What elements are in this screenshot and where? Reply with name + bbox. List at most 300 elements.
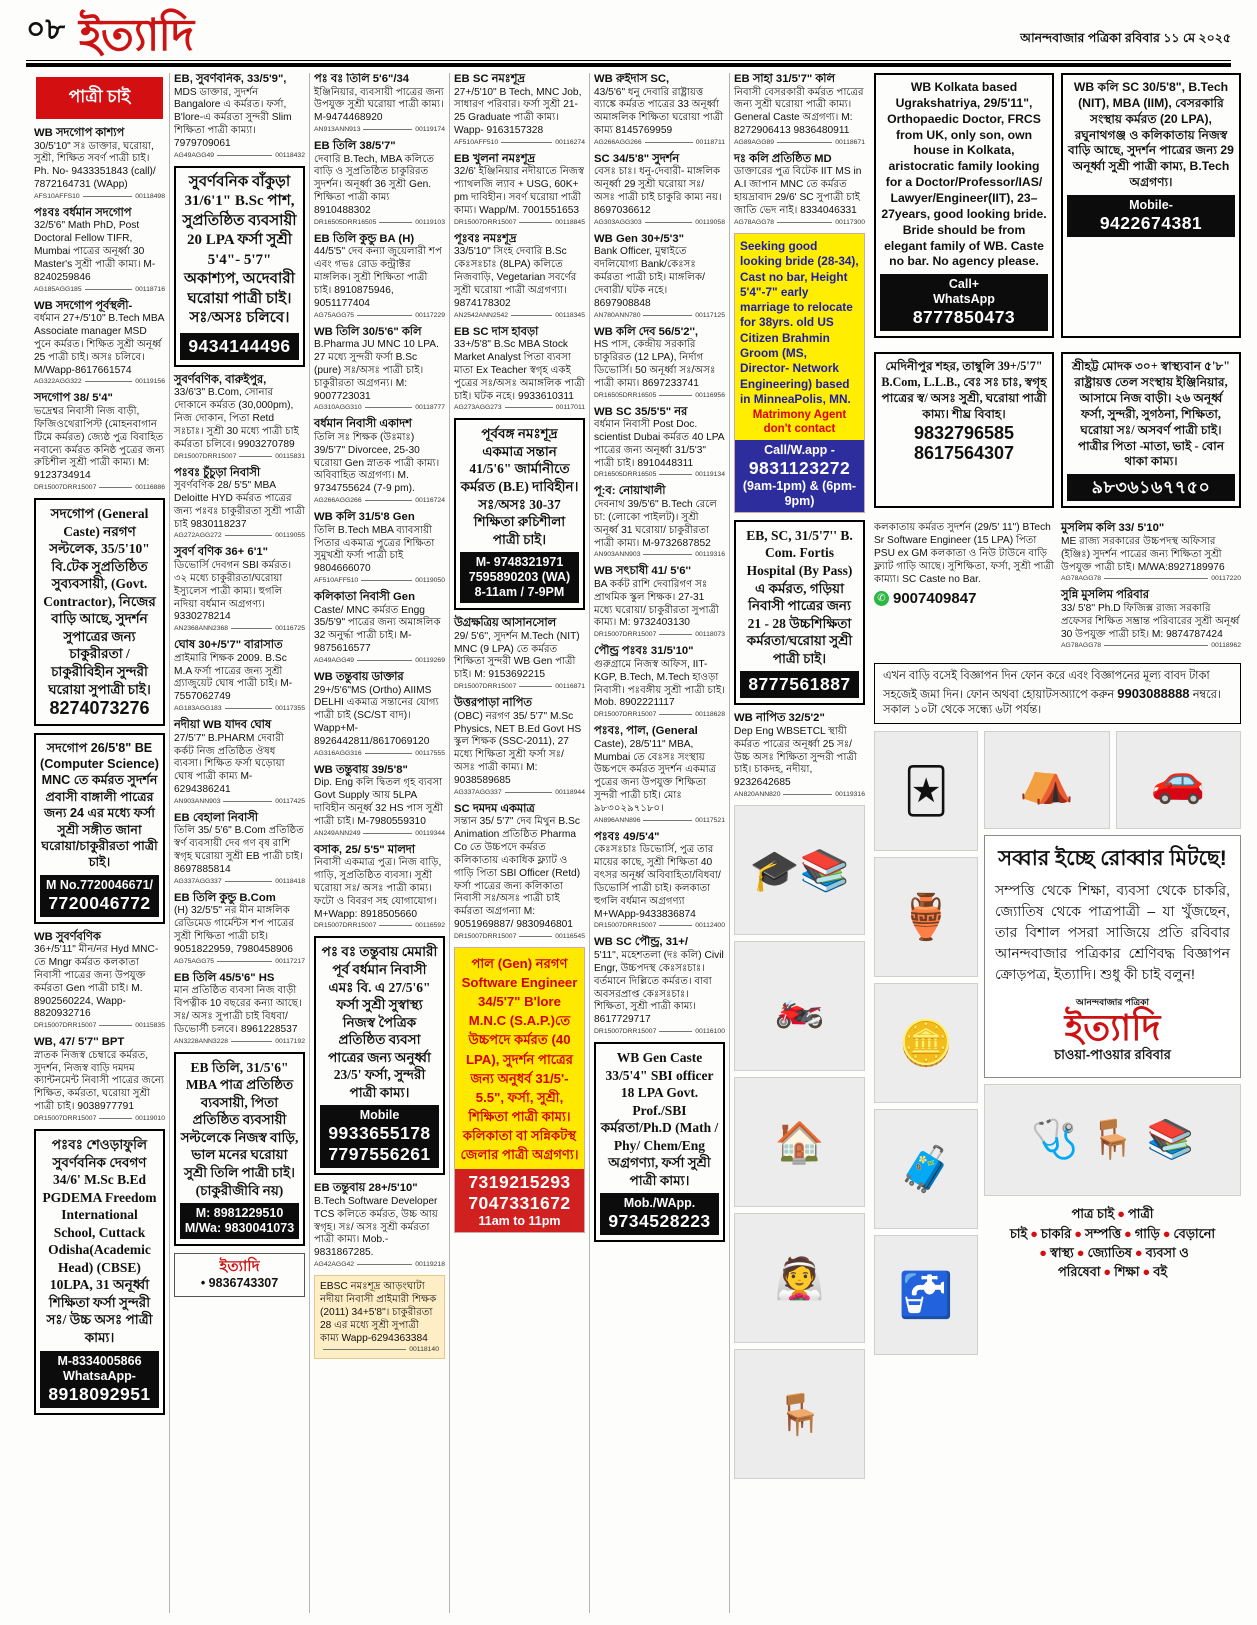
column-4 xyxy=(450,73,590,1613)
phone-band-line: 8-11am / 7-9PM xyxy=(474,585,565,600)
ad-body: মেদিনীপুর শহর, তাম্বুলি 39+/5'7" B.Com, L.L.B., বেঃ সঃ চাঃ, স্বগৃহ পাত্রের স্ব/ অসঃ সুশ্রী, ঘরোয়া পাত্রী কাম্য। শীঘ্র বিবাহ। xyxy=(881,359,1047,421)
ad-body: 27+/5'10" B Tech, MNC Job, সাধারণ পরিবার। ফর্সা সুশ্রী 21-25 Graduate পাত্রী কাম্য। Wapp- 9163157328 xyxy=(454,86,582,137)
ad-body: ME রাজ্য সরকারের উচ্চপদস্থ অফিসার (ইঞ্জিঃ) সুদর্শন পাত্রের জন্য শিক্ষিতা সুশ্রী উপযুক্ত পাত্রী চাই। M/WA:8927189976 xyxy=(1061,535,1225,573)
ad-title: WB তিলি 30/5'6" কলি xyxy=(314,325,422,338)
ad-title: EB সাহা 31/5'7" কলি xyxy=(734,73,835,85)
ad-serial: 00118628 xyxy=(695,711,725,719)
classified-ad xyxy=(594,936,725,1035)
classified-ad xyxy=(594,233,725,319)
ad-title: EB, সুবর্ণবনিক, 33/5'9", xyxy=(174,73,287,85)
ad-muslim-koli xyxy=(1061,522,1241,582)
ad-serial: 00116274 xyxy=(555,138,585,146)
classified-ad xyxy=(34,931,165,1030)
separator-rule xyxy=(357,660,412,661)
ad-body: B.Tech Software Developer TCS কলিতে কর্মরত, উচ্চ আয় স্বগৃহ। সঃ/ অসঃ সুশ্রী কর্মরতা পাত্রী কাম্য। Mob.- 9831867285. xyxy=(314,1195,438,1259)
ad-sunni-muslim xyxy=(1061,589,1241,649)
ad-body: দেবনাথ 39/5'6" B.Tech রেলে চা: (লোকো পাইলট)। সুশ্রী অনূর্ধ্ব 31 ঘরোয়া/ চাকুরীরতা পাত্রী কাম্য। M-9732687852 xyxy=(594,499,717,549)
house-image: 🏠 xyxy=(734,1077,865,1207)
ad-title: সুবর্ণবণিক, বারুইপুর, xyxy=(174,373,267,386)
separator-rule xyxy=(85,381,133,382)
phone-band xyxy=(740,671,859,698)
separator-rule xyxy=(231,628,272,629)
ad-serial: 00117220 xyxy=(1211,575,1241,583)
ad-reference-line xyxy=(174,532,305,539)
ad-code: DR15007DRR15007 xyxy=(174,452,237,460)
classified-ad xyxy=(314,844,445,930)
ad-body: তিলি B.Tech MBA ব্যাবসায়ী পিতার একমাত্র পুত্রের শিক্ষিতা সুমুখশ্রী ফর্সা পাত্রী চাই 9804666070 xyxy=(314,524,435,575)
separator-rule xyxy=(1104,645,1208,646)
education-gift-image: 🎓📚 xyxy=(734,805,865,935)
separator-rule xyxy=(99,487,132,488)
section-header-patri-chai: পাত্রী চাই xyxy=(36,77,163,119)
phone-band-line: (9am-1pm) & (6pm-9pm) xyxy=(742,478,857,508)
ad-reference-line xyxy=(174,1038,305,1045)
ad-serial: 00118345 xyxy=(555,311,585,319)
separator-rule xyxy=(83,196,133,197)
ad-reference-line xyxy=(734,139,865,146)
category-tag: ব্যবসা ও পরিষেবা xyxy=(1058,1244,1189,1280)
bullet-separator: ● xyxy=(1117,1206,1125,1222)
stethoscope-books-image: 🩺 🪑 📚 xyxy=(984,1084,1241,1196)
chair-image: 🪑 xyxy=(734,1349,865,1479)
phone-band xyxy=(880,274,1048,331)
separator-rule xyxy=(777,222,832,223)
phone-band xyxy=(460,552,579,603)
ad-body: (H) 32/5'5" নর মীন মাঙ্গলিক রেডিমেড গার্মেন্টস শপ পাত্রের সুশ্রী শিক্ষিতা পাত্রী চাই। 9051822959, 7980458906 xyxy=(174,905,295,955)
separator-rule xyxy=(217,961,272,962)
ad-body: HS পাস, কেন্দ্রীয় সরকারি চাকুরিরত (12 LPA), নির্দাগ ডিভোর্সি। 50 অনূর্ধ্বা সঃ/অসঃ পাত্রী কাম্য। 8697233741 xyxy=(594,339,716,389)
separator-rule xyxy=(363,129,412,130)
classified-ad xyxy=(454,617,585,690)
ad-reference-line xyxy=(314,750,445,757)
phone-band-line: 8777850473 xyxy=(912,307,1016,328)
ad-reference-line xyxy=(314,219,445,226)
classified-ad xyxy=(314,1182,445,1268)
separator-rule xyxy=(99,1025,132,1026)
notice-text-4: সকাল ১০টা থেকে সন্ধ্যে ৬টা পর্যন্ত। xyxy=(883,703,1042,716)
ad-body: ডাক্তারের পুত্র বিটেক IIT MS in A.I জাপান MNC তে কর্মরত হায়দ্রাবাদ 29/6' SC সুপাত্রী চাই জাতি ভেদ নাই। 8334046331 xyxy=(734,166,862,216)
ad-serial: 00118498 xyxy=(135,192,165,200)
ad-title: EB তিলি কুন্ডু B.Com xyxy=(174,891,276,904)
ad-title: EB তিলি কুন্ডু BA (H) xyxy=(314,232,415,245)
ad-title: ঘোষ 30+/5'7" বারাসাত xyxy=(174,639,283,652)
ad-kolkata-btech-engineer xyxy=(874,522,1054,649)
ad-reference-line xyxy=(314,830,445,837)
ad-serial: 00118432 xyxy=(275,151,305,159)
ad-body: তিলি 35/ 5'6" B.Com প্রতিষ্ঠিত স্বর্ণ ব্যবসায়ী দেব গণ বৃষ রাশি স্বগৃহ ঘরোয়া সুশ্রী EB পাত্রী চাই। 8697885814 xyxy=(174,825,304,875)
classified-ad xyxy=(314,140,445,226)
ad-title: WB তন্তুবায় 39/5'8" xyxy=(314,763,408,776)
classified-ad xyxy=(174,546,305,632)
classified-ad xyxy=(594,725,725,824)
ad-code: AG78AGG78 xyxy=(1061,642,1102,650)
classified-ad xyxy=(594,565,725,638)
display-ads-grid xyxy=(874,73,1241,656)
phone-band-line: Mobile- xyxy=(1129,198,1173,213)
ad-title: পঃবঃ চুঁচুড়া নিবাসী xyxy=(174,466,261,479)
ad-code: AF510AFF510 xyxy=(314,577,359,585)
ad-code: AN249ANN249 xyxy=(314,829,361,837)
ad-code: AG303AGG303 xyxy=(594,218,642,226)
notice-text-3: নম্বরে। xyxy=(1192,688,1221,701)
ad-code: DR15007DRR15007 xyxy=(34,1115,97,1123)
ad-title: WB সদগোপ কাশ্যপ xyxy=(34,127,125,139)
ad-reference-line xyxy=(174,958,305,965)
ad-title: WB সৎচাষী 41/ 5'6'' xyxy=(594,565,691,578)
classified-ad xyxy=(454,153,585,226)
ad-code: AN780ANN780 xyxy=(594,311,641,319)
ad-serial: 00117229 xyxy=(415,311,445,319)
ad-reference-line xyxy=(174,453,305,460)
ad-reference-line xyxy=(454,789,585,796)
classified-ad xyxy=(454,697,585,796)
ad-title: WB তন্তুবায় ডাক্তার xyxy=(314,670,404,683)
ad-reference-line xyxy=(314,497,445,504)
ad-title: EB বেহালা নিবাসী xyxy=(174,811,258,824)
notice-text-2: ফোন অথবা হোয়াটসঅ্যাপে করুন xyxy=(965,688,1115,701)
ad-code: AG49AGG49 xyxy=(314,656,355,664)
masthead-logo: ইত্যাদি xyxy=(78,11,194,61)
ad-title: উগ্রক্ষত্রিয় আসানসোল xyxy=(454,617,557,630)
column-5 xyxy=(590,73,730,1613)
ad-title: SC দমদম একমাত্র xyxy=(454,802,535,815)
collage-right-area xyxy=(984,731,1241,1361)
separator-rule xyxy=(643,554,692,555)
classified-ad xyxy=(34,207,165,293)
ad-body: ইঞ্জিনিয়ার, ব্যবসায়ী পাত্রের জন্য উপযুক্ত সুশ্রী ঘরোয়া পাত্রী কাম্য। M-9474468920 xyxy=(314,86,444,124)
ad-reference-line xyxy=(174,625,305,632)
classified-ad xyxy=(174,467,305,540)
ad-code: AG42AGG42 xyxy=(314,1261,355,1269)
ad-reference-line xyxy=(34,1022,165,1029)
dateline: আনন্দবাজার পত্রিকা রবিবার ১১ মে ২০২৫ xyxy=(1020,31,1231,45)
ad-title: সদগোপ 38/ 5'4" xyxy=(34,392,113,405)
phone-band-line: Mobile xyxy=(359,1108,400,1123)
medallion-image: 🪙 xyxy=(874,983,978,1103)
ad-serial: 00119055 xyxy=(275,532,305,540)
phone-band-line: 7595890203 (WA) xyxy=(468,570,571,585)
phone-number: 8274073276 xyxy=(49,698,150,719)
category-tag: স্বাস্থ্য xyxy=(1050,1244,1074,1260)
column-6 xyxy=(730,73,869,1613)
separator-rule xyxy=(511,315,552,316)
ad-code: AG78AGG78 xyxy=(1061,575,1102,583)
separator-rule xyxy=(361,580,412,581)
ad-code: AG337AGG337 xyxy=(174,877,222,885)
ad-code: DR15007DRR15007 xyxy=(314,922,377,930)
muslim-ads-cell xyxy=(1061,522,1241,656)
separator-rule xyxy=(505,792,553,793)
ad-body: ডিভোর্সি দেবগন SBI কর্মরত। ৩২ মধ্যে চাকুরীরতা/ঘরোয়া ইস্যুলেস পাত্রী কাম্য। হুগলি নদিয়া বর্ধমান অগ্রগণ্য। 9330278214 xyxy=(174,560,292,623)
separator-rule xyxy=(505,407,553,408)
ad-reference-line xyxy=(594,711,725,718)
phone-band xyxy=(735,440,864,512)
ad-code: AG89AGG89 xyxy=(734,138,775,146)
classified-ad xyxy=(594,326,725,399)
separator-rule xyxy=(645,222,693,223)
ad-body: 29+/5'6"MS (Ortho) AIIMS DELHI একমাত্র সন্তানের যোগ্য পাত্রী চাই (SC/ST বাদ)। Wapp+M- 8926442811/8617069120 xyxy=(314,684,439,747)
column-2 xyxy=(170,73,310,1613)
classified-ad xyxy=(454,233,585,319)
ad-serial: 00118671 xyxy=(835,138,865,146)
separator-rule xyxy=(659,395,692,396)
ad-reference-line xyxy=(734,219,865,226)
classified-ad xyxy=(174,1253,305,1297)
ad-serial: 00116724 xyxy=(415,497,445,505)
ad-body: দেবারি B.Tech, MBA কলিতে বাড়ি ও সুপ্রতিষ্ঠিত চাকুরিরত সুদর্শন। অনূর্ধ্বা 36 সুশ্রী Gen. শিক্ষিতা পাত্রী কাম্য 8910488302 xyxy=(314,153,434,216)
ad-serial: 00117192 xyxy=(275,1037,305,1045)
ad-reference-line xyxy=(314,126,445,133)
ad-body: পঃ বঃ তন্তুবায় মেমারী পূর্ব বর্ধমান নিবাসী এমঃ বি. এ 27/5'6" ফর্সা সুশ্রী সুস্বাস্থ্য নিজস্ব পৈত্রিক প্রতিষ্ঠিত ব্যবসা পাত্রের জন্য অনুর্ধ্বা 23/5' ফর্সা, সুন্দরী পাত্রী কাম্য। xyxy=(321,944,438,1100)
classified-ad xyxy=(454,803,585,940)
ad-title: পঃবঃ বর্ধমান সদগোপ xyxy=(34,206,132,219)
separator-rule xyxy=(217,155,272,156)
separator-rule xyxy=(225,708,273,709)
ad-serial: 00119050 xyxy=(415,577,445,585)
category-tag: সম্পত্তি xyxy=(1084,1225,1122,1241)
ad-wb-kolkata-ugrakshatriya xyxy=(874,73,1054,338)
ad-reference-line xyxy=(734,791,865,798)
phone-band-line: Call+ xyxy=(948,277,980,292)
category-tag: পাত্র চাই xyxy=(1071,1206,1115,1222)
ad-body: সদগোপ 26/5'8" BE (Computer Science) MNC তে কর্মরত সুদর্শন প্রবাসী বাঙ্গালী পাত্রের জন্য 24 এর মধ্যে ফর্সা সুশ্রী সঙ্গীত জানা ঘরোয়া/চাকুরীরতা পাত্রী চাই। xyxy=(40,740,159,870)
classified-ad xyxy=(34,300,165,386)
phone-band-line: 9831123272 xyxy=(748,457,851,478)
classified-ad xyxy=(174,719,305,805)
ad-reference-line xyxy=(174,798,305,805)
ad-body: Seeking good looking bride (28-34), Cast no bar, Height 5'4"-7" early marriage to relocate for 38yrs. old US Citizen Brahmin Groom (MS, Director- Network Engineering) based in MinneaPolis, MN. xyxy=(740,238,859,407)
ad-code: DR15007DRR15007 xyxy=(594,922,657,930)
classified-ad xyxy=(734,73,865,146)
phone-band-line: M-8334005866 xyxy=(57,1353,142,1368)
ad-code: AFS10AFFS10 xyxy=(34,192,80,200)
ad-code: DR15007DRR15007 xyxy=(594,1028,657,1036)
ad-reference-line xyxy=(594,922,725,929)
ad-serial: 00117425 xyxy=(275,797,305,805)
ad-serial: 00117355 xyxy=(275,705,305,713)
ad-medinipur-tamboli xyxy=(874,352,1054,508)
ad-body: EB তিলি, 31/5'6" MBA পাত্র প্রতিষ্ঠিত ব্যবসায়ী, পিতা প্রতিষ্ঠিত ব্যবসায়ী সল্টলেকে নিজস্ব বাড়ি, ভাল মনের ঘরোয়া সুশ্রী তিলি পাত্রী চাই। (চাকুরীজীবি নয়) xyxy=(180,1059,299,1198)
ad-reference-line xyxy=(594,392,725,399)
separator-rule xyxy=(225,535,273,536)
phone-band-line: WhatsApp xyxy=(933,292,995,307)
ad-code: DR15007DRR15007 xyxy=(594,711,657,719)
ad-serial: 00119103 xyxy=(415,218,445,226)
phone-band xyxy=(40,875,159,917)
ad-title: পৌন্ড্র পঃবঃ 31/5'10" xyxy=(594,645,694,658)
image-collage xyxy=(874,731,1241,1361)
phone-band-line: M/Wa: 9830041073 xyxy=(184,1221,295,1236)
whatsapp-phone-line xyxy=(874,590,1054,607)
ad-body: 33+/5'8" B.Sc MBA Stock Market Analyst পিতা ব্যবসা মাতা Ex Teacher স্বগৃহ একই পুত্রের সঃ/অসঃ অমাঙ্গলিক পাত্রী চাই। ঘটক নহে। 9933610311 xyxy=(454,339,585,402)
ad-serial: 00118777 xyxy=(415,404,445,412)
ad-title: উত্তরপাড়া নাপিত xyxy=(454,697,532,710)
header-rule xyxy=(26,60,1231,67)
separator-rule xyxy=(379,222,412,223)
ad-code: AN903ANN903 xyxy=(594,551,641,559)
classified-ad xyxy=(34,1129,165,1415)
ad-title: কলিকাতা নিবাসী Gen xyxy=(314,591,415,604)
classified-ad xyxy=(34,392,165,491)
ad-serial: 00119316 xyxy=(835,791,865,799)
ad-body: WB Gen Caste 33/5'4" SBI officer 18 LPA Govt. Prof./SBI কর্মরতা/Ph.D (Math / Phy/ Chem/Eng অগ্রগণ্যা, ফর্সা সুশ্রী পাত্রী কাম্য। xyxy=(600,1050,719,1188)
ad-code: AG322AGG322 xyxy=(34,378,82,386)
kalash-image: 🏺 xyxy=(874,857,978,977)
logo-top-text: আনন্দবাজার পত্রিকা xyxy=(1075,997,1150,1008)
ad-code: DR16505DRR16505 xyxy=(314,218,377,226)
footer-tags-line2 xyxy=(984,1243,1241,1281)
phone-band xyxy=(455,1169,584,1232)
ad-serial: 00115831 xyxy=(275,452,305,460)
ad-serial: 00118711 xyxy=(695,138,725,146)
ad-serial: 00116545 xyxy=(555,932,585,940)
phone-band xyxy=(320,1105,439,1168)
separator-rule xyxy=(501,142,552,143)
category-tag: পাত্রী চাই xyxy=(1009,1206,1154,1241)
ad-reference-line xyxy=(594,219,725,226)
car-image: 🚗 xyxy=(1116,731,1242,829)
classified-ad xyxy=(594,73,725,146)
separator-rule xyxy=(365,407,413,408)
phone-band-line: M: 8981229510 xyxy=(195,1206,284,1221)
ad-serial: 00119269 xyxy=(415,656,445,664)
ad-body: বেসঃ চাঃ। ধনু-দেবারী- মাঙ্গলিক অনূর্ধ্বা 29 সুশ্রী ঘরোয়া সঃ/অসঃ পাত্রী চাই চাকুরি কাম্য নয়। 8697036612 xyxy=(594,166,722,216)
page-number: ০৮ xyxy=(26,13,65,46)
ad-reference-line xyxy=(1061,575,1241,582)
separator-rule xyxy=(379,925,412,926)
classified-ad xyxy=(314,1275,445,1359)
phone-band-line: WhatsaApp- xyxy=(63,1368,136,1383)
ad-body: 5'11", মহেশতলা (দঃ কলি) Civil Engr, উচ্চপদস্থ কেঃসঃচাঃ। বর্তমানে দিল্লিতে কর্মরত। বাবা অবসরপ্রাপ্ত কেঃসঃচাঃ। শিক্ষিতা, সুশ্রী পাত্রী কাম্য। 8617729717 xyxy=(594,949,724,1026)
ad-serial: 00119134 xyxy=(695,471,725,479)
ad-reference-line xyxy=(34,484,165,491)
separator-rule xyxy=(99,1118,132,1119)
ad-body: বর্ধমান 27+/5'10" B.Tech MBA Associate manager MSD পুনে কর্মরত। শিক্ষিত সুশ্রী অনূর্ধ্ব 25 পাত্রী চাই। অসঃ চলিবে। M/Wapp-8617661574 xyxy=(34,313,164,376)
classified-columns xyxy=(30,73,869,1613)
classified-ad xyxy=(314,73,445,133)
footer-tags-line1 xyxy=(984,1204,1241,1242)
phone-band xyxy=(40,1351,159,1408)
separator-rule xyxy=(519,936,552,937)
ad-title: বসাক, 25/ 5'5" মালদা xyxy=(314,843,415,856)
ad-code: AG75AGG75 xyxy=(174,957,215,965)
ad-serial: 00119316 xyxy=(695,551,725,559)
ad-body: 33/5'10" সিংহ দেবারি B.Sc কেঃসঃচাঃ (8LPA) কলিতে নিজবাড়ি, Vegetarian সবর্ণের সুশ্রী ঘরোয়া পাত্রী অগ্রগণ্যা। 9874178302 xyxy=(454,246,577,309)
ad-serial: 00118418 xyxy=(275,877,305,885)
ad-body: Dep Eng WBSETCL স্থায়ী কর্মরত পাত্রের অনূর্ধ্বা 25 সঃ/উচ্চ অসঃ শিক্ষিতা সুন্দরী পাত্রী চাই। চাকদহ, নদীয়া, 9232642685 xyxy=(734,725,857,789)
ad-reference-line xyxy=(594,1028,725,1035)
separator-rule xyxy=(659,925,692,926)
ad-body: সুবর্ণবণিক 28/ 5'5" MBA Deloitte HYD কর্মরত পাত্রের জন্য পঃবঃ চাকুরীরতা সুশ্রী পাত্রী চাই 9830118237 xyxy=(174,480,305,530)
ad-body: EBSC নমঃশূদ্র আড়ংঘাটা নদীয়া নিবাসী প্রাইমারী শিক্ষক (2011) 34+5'8"। চাকুরীরতা 28 এর মধ্যে সুশ্রী সুপাত্রী কাম্য Wapp-6294363384 xyxy=(320,1281,437,1344)
phone-number: 8617564307 xyxy=(913,443,1015,464)
ad-body: 32/5'6" Math PhD, Post Doctoral Fellow TIFR, Mumbai পাত্রের অনূর্ধ্বা 30 Master's সুশ্রী পাত্রী কাম্য। M-8240259846 xyxy=(34,220,156,283)
ad-title: WB সদগোপ পূর্বস্থলী- xyxy=(34,299,133,312)
ad-code: AG266AGG266 xyxy=(314,497,362,505)
phone-band-line: Call/W.app - xyxy=(764,442,835,457)
classified-ad xyxy=(34,1036,165,1122)
ad-title: WB কলি 31/5'8 Gen xyxy=(314,511,415,524)
phone-band-line: 11am to 11pm xyxy=(478,1214,561,1229)
bullet-separator: ● xyxy=(1039,1244,1048,1260)
ad-srihatta-modak xyxy=(1061,352,1241,508)
ad-reference-line xyxy=(34,286,165,293)
ad-title: সুন্নি মুসলিম পরিবার xyxy=(1061,589,1149,602)
bullet-separator: ● xyxy=(1134,1244,1143,1260)
classified-ad xyxy=(594,1042,725,1242)
ad-title: WB, 47/ 5'7'' BPT xyxy=(34,1036,125,1049)
ad-title: WB Gen 30+/5'3" xyxy=(594,232,684,245)
bullet-separator: ● xyxy=(1074,1225,1082,1241)
phone-band-line: 7319215293 xyxy=(468,1172,571,1193)
classified-ad xyxy=(314,233,445,319)
ad-body: (OBC) নরগণ 35/ 5'7'' M.Sc Physics, NET B.Ed Govt HS স্কুল শিক্ষক (SSC-2011), 27 মধ্যে শিক্ষিতা সুশ্রী ফর্সা সঃ/ অসঃ পাত্রী কাম্য। M: 9038589685 xyxy=(454,710,582,786)
ad-reference-line xyxy=(594,817,725,824)
ad-body: 33/6'3" B.Com, সোনার দোকানে কর্মরত (30,000pm), নিজ দোকান, পিতা Retd সঃচাঃ। সুশ্রী 30 মধ্যে পাত্রী চাই কর্মরতা চলিবে। 9903270789 xyxy=(174,387,299,450)
self-ad-notice xyxy=(874,663,1241,724)
separator-rule xyxy=(239,456,272,457)
classified-ad xyxy=(314,671,445,757)
classified-ad xyxy=(174,73,305,159)
ad-serial: 00118845 xyxy=(555,218,585,226)
motorcycle-image: 🏍️ xyxy=(734,941,865,1071)
ad-body: 43/5'6" ধনু দেবারি রাষ্ট্রায়ত্ত ব্যাঙ্কে কর্মরত পাত্রের 33 অনূর্ধ্বা অমাঙ্গলিক শিক্ষিতা ঘরোয়া পাত্রী কাম্য 8145769959 xyxy=(594,86,724,137)
separator-rule xyxy=(365,753,413,754)
ad-body: মান প্রতিষ্ঠিত ব্যবসা নিজ বাড়ী বিপত্নীক 10 বছরের কন্যা আছে। সঃ/ অসঃ সুপাত্রী চাই বিধবা/ডিভোর্সী চলবে। 8961228537 xyxy=(174,985,302,1035)
ad-body: 32/6' ইঞ্জিনিয়ার নদীয়াতে নিজস্ব প্যাথলজি ল্যাব + USG, 60K+ pm দাবিহীন। সবর্ণ ঘরোয়া পাত্রী কাম্য। Wapp/M. 7001551653 xyxy=(454,166,585,216)
phone-band-line: Mob./WApp. xyxy=(623,1196,696,1211)
ad-body: Bank Officer, মুম্বাইতে বদলিযোগ্য Bank/কেঃসঃ কর্মরতা পাত্রী চাই। মাঙ্গলিক/দেবারী/ ঘটক নহে। 8697908848 xyxy=(594,246,705,309)
ad-reference-line xyxy=(314,577,445,584)
right-section xyxy=(869,73,1241,1613)
classifieds-body xyxy=(0,73,1257,1613)
ad-reference-line xyxy=(34,193,165,200)
category-tag: গাড়ি xyxy=(1134,1225,1160,1241)
classified-ad xyxy=(454,326,585,412)
phone-band-line: 8918092951 xyxy=(48,1383,151,1404)
ad-title: পঃবঃ, পাল, (General xyxy=(594,725,698,738)
ad-code: DR16505DRR16505 xyxy=(594,391,657,399)
separator-rule xyxy=(85,289,133,290)
ad-title: WB সুবর্ণবণিক xyxy=(34,930,101,943)
ad-reference-line xyxy=(454,219,585,226)
classified-ad xyxy=(174,892,305,965)
category-tag: বেড়ানো xyxy=(1173,1225,1216,1241)
ad-serial: 00119218 xyxy=(415,1261,445,1269)
phone-band-line: M- 9748321971 xyxy=(475,555,564,570)
ad-code: DR15007DRR15007 xyxy=(594,631,657,639)
ad-serial: 00116592 xyxy=(415,922,445,930)
ad-code: AG185AGG185 xyxy=(34,285,82,293)
ad-reference-line xyxy=(314,922,445,929)
ad-reference-line xyxy=(454,312,585,319)
separator-rule xyxy=(323,1349,406,1350)
ad-body: সন্তান 35/ 5'7" দেব মিথুন B.Sc Animation প্রতিষ্ঠিত Pharma Co তে উচ্চপদে কর্মরত কলিকাতায় একাধিক ফ্ল্যাট ও গাড়ি পিতা SBI Officer (Retd) ফর্সা পাত্রের জন্য কলিকাতা নিবাসী সঃ/অসঃ পাত্রী চাই কর্মরতা অগ্রগন্যা M: 9051969887/ 9830946801 xyxy=(454,816,581,931)
water-purifier-image: 🚰 xyxy=(874,1235,978,1355)
ad-serial: 00118944 xyxy=(555,788,585,796)
ad-serial: 00119010 xyxy=(135,1115,165,1123)
classified-ad xyxy=(34,733,165,924)
ad-serial: 00116871 xyxy=(555,683,585,691)
classified-ad xyxy=(174,639,305,712)
ad-code: AN903ANN903 xyxy=(174,797,221,805)
ad-title: পঃবঃ 49/5'4" xyxy=(594,830,660,843)
ad-reference-line xyxy=(454,933,585,940)
ad-code: DR16505DRR16505 xyxy=(594,471,657,479)
ad-serial: 00117125 xyxy=(695,311,725,319)
classified-ad xyxy=(174,812,305,885)
ad-serial: 00117217 xyxy=(275,957,305,965)
